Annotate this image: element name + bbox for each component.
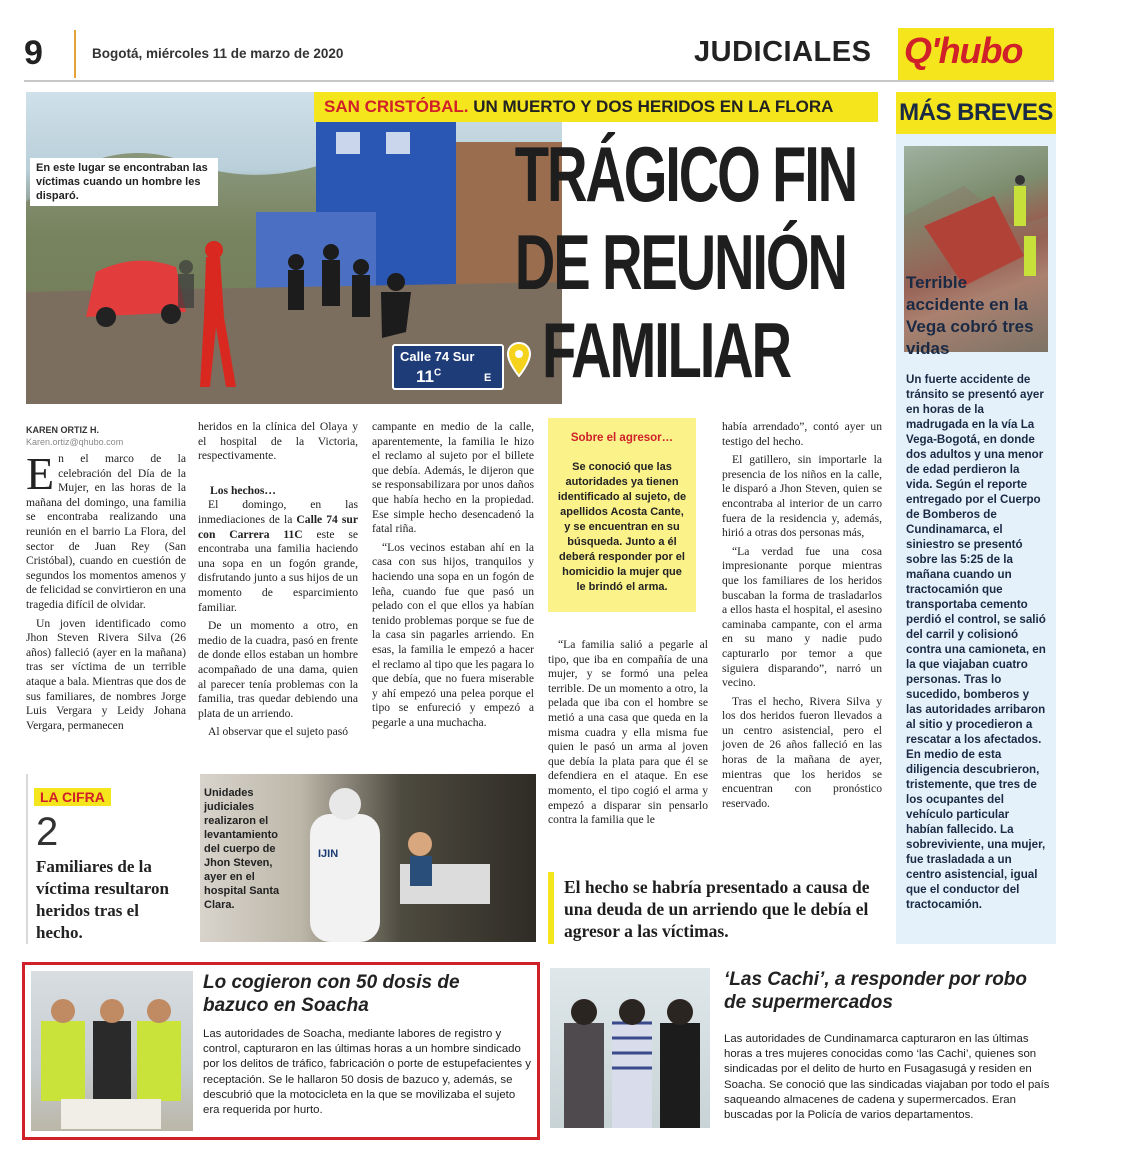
drop-cap: E: [26, 448, 55, 499]
brief-cachi-photo: [550, 968, 710, 1128]
dateline: Bogotá, miércoles 11 de marzo de 2020: [92, 46, 344, 61]
sidebar-text: Un fuerte accidente de tránsito se presentó ayer en horas de la madrugada en la vía La Vega-Bogotá, en donde dos adultos y una menor de edad perdieron la vida. Según el reporte entregado por el Cuerpo de Bomberos de Cundinamarca, el siniestro se presentó sobre las 5:25 de la mañana cuando un tractocamión que transportaba cemento perdió el control, se salió del carril y colisionó contra una camioneta, en la que viajaban cuatro personas. Tras lo sucedido, bomberos y las autoridades arribaron al sitio y procedieron a rescatar a los afectados. En medio de esta diligencia descubrieron, tristemente, que tres de los ocupantes del vehículo particular habían fallecido. La sobreviviente, una mujer, fue trasladada a un centro asistencial, igual que el conductor del tractocamión.: [906, 373, 1046, 911]
article-paragraph: Tras el hecho, Rivera Silva y los dos heridos fueron llevados a un centro asistencial, pero el joven de 26 años falleció en las horas de la mañana de ayer, mientras que los heridos se encuentran con pronóstico reservado.: [722, 694, 882, 810]
article-column-3: [372, 420, 534, 730]
article-column-4: [548, 638, 708, 828]
pull-quote-text: El hecho se habría presentado a causa de una deuda de un arriendo que le debía el agresor a las víctimas.: [564, 877, 870, 941]
photo-caption: En este lugar se encontraban las víctimas cuando un hombre les disparó.: [30, 158, 218, 206]
brief-soacha: [22, 962, 540, 1140]
forensics-photo: [200, 774, 536, 942]
article-paragraph: El domingo, en las inmediaciones de la Calle 74 sur con Carrera 11C este se encontraba una familia haciendo una sopa en un fogón grande, disfrutando junto a sus hijos de un momento de esparcimiento familiar.: [198, 498, 358, 614]
banner-description: UN MUERTO Y DOS HERIDOS EN LA FLORA: [473, 97, 834, 116]
brief-cachi-text: Las autoridades de Cundinamarca capturaron en las últimas horas a tres mujeres conocidas como ‘las Cachi’, quienes son sindicadas por el delito de hurto en Fusagasugá y residen en Soacha. Se conoció que las sindicadas viajaban por todo el país saqueando almacenes de cadena y supermercados. Eran buscadas por la Policía de varios departamentos.: [724, 1033, 1050, 1122]
photo2-caption: Unidades judiciales realizaron el levantamiento del cuerpo de Jhon Steven, ayer en el hospital Santa Clara.: [204, 787, 280, 911]
header-rule: [24, 80, 1054, 82]
agresor-box-title: Sobre el agresor…: [570, 432, 674, 444]
brief-cachi-title: ‘Las Cachi’, a responder por robo de supermercados: [724, 969, 1028, 1013]
article-paragraph: heridos en la clínica del Olaya y el hospital de la Victoria, respectivamente.: [198, 420, 358, 463]
cifra-number: 2: [36, 810, 59, 854]
suspects-illustration: [550, 968, 710, 1128]
article-subhead: Los hechos…: [210, 483, 277, 497]
headline-line-1: TRÁGICO FIN: [514, 130, 857, 218]
article-paragraph: En el marco de la celebración del Día de la Mujer, en las horas de la mañana del domingo, una familia se encontraba realizando una reunión en el barrio La Flora, del sector de Juan Rey (San Cristóbal), cuando en cuestión de segundos los momentos amenos y de felicidad se convirtieron en una tragedia difícil de olvidar.: [26, 448, 186, 611]
article-paragraph: “La familia salió a pegarle al tipo, que iba en compañía de una mujer, y se formó una pelea terrible. De un momento a otro, la pelada que iba con el hombre se metió a una casa que queda en la misma cuadra y ella misma fue quien le pasó un arma al joven que debía la plata para que él se defendiera en el ataque. En ese momento, el tipo cogió el arma y empezó a disparar sin pensarlo contra la familia que le: [548, 638, 708, 827]
article-paragraph: Al observar que el sujeto pasó: [208, 725, 349, 739]
main-headline: [514, 130, 857, 394]
article-column-1: [26, 448, 186, 733]
byline-author: KAREN ORTIZ H.: [26, 425, 99, 435]
logo-text: Q'hubo: [904, 30, 1023, 71]
article-paragraph: “Los vecinos estaban ahí en la casa con sus hijos, tranquilos y haciendo una sopa en un fogón de leña, cuando fue que pasó un pelado con el que ellos ya habían tenido problemas porque se fue de la casa sin pagarles arriendo. En esas, la familia le empezó a hacer el reclamo al tipo que les pagara lo que debía, que no fuera miserable y ahí empezó una pelea porque el tipo se enfureció y empezó a pegarle a una muchacha.: [372, 540, 534, 729]
article-paragraph: había arrendado”, contó ayer un testigo del hecho.: [722, 420, 882, 448]
article-paragraph: campante en medio de la calle, aparentemente, la familia le hizo el reclamo al sujeto por el billete que debía. Además, le dijeron que se responsabilizara por unos daños que había hecho en la propiedad. Ese simple hecho desencadenó la fatal riña.: [372, 420, 534, 536]
headline-line-2: DE REUNIÓN: [514, 218, 846, 306]
article-paragraph: El gatillero, sin importarle la presencia de los niños en la calle, le disparó a Jhon Steven, quien se encontraba al interior de un carro fuera de la residencia y, además, hirió a otras dos personas más,: [722, 453, 882, 540]
pull-quote: [548, 872, 884, 944]
sidebar-headline: Terrible accidente en la Vega cobró tres vidas: [906, 273, 1034, 358]
brief-soacha-photo: [31, 971, 193, 1131]
agresor-box: [548, 418, 696, 612]
cifra-text: Familiares de la víctima resultaron heridos tras el hecho.: [36, 857, 169, 942]
logo: [898, 28, 1054, 80]
brief-soacha-title: Lo cogieron con 50 dosis de bazuco en Soacha: [203, 972, 460, 1016]
agresor-box-text: Se conoció que las autoridades ya tienen identificado al sujeto, de apellidos Acosta Cante, y se encuentran en su búsqueda. Junto a él deberá responder por el homicidio la mujer que le brindó el arma.: [557, 461, 687, 593]
street-sign-number: $11^C$: [416, 367, 442, 386]
main-photo: [26, 92, 562, 404]
street-sign: [392, 344, 504, 390]
brief-soacha-text: Las autoridades de Soacha, mediante labores de registro y control, capturaron en las últimas horas a un hombre sindicado por los delitos de tráfico, fabricación o porte de estupefacientes y receptación. Se le hallaron 50 dosis de bazuco y, además, se descubrió que la motocicleta en la que se movilizaba el sujeto era requerida por hurto.: [203, 1028, 531, 1117]
banner-text: [324, 97, 833, 117]
headline-line-3: FAMILIAR: [542, 306, 790, 394]
article-paragraph: Un joven identificado como Jhon Steven Rivera Silva (26 años) falleció (ayer en la mañana) tras ser víctima de un terrible ataque a bala. Mientras que dos de sus familiares, de nombres Jorge Luis Vergara y Leidy Johana Vergara, permanecen: [26, 616, 186, 732]
street-sign-e: E: [484, 372, 492, 384]
brief-las-cachi: [550, 962, 1056, 1140]
sidebar-title: MÁS BREVES: [896, 92, 1056, 134]
header-divider: [74, 30, 76, 78]
byline-email: Karen.ortiz@qhubo.com: [26, 437, 124, 447]
article-column-2: [198, 420, 358, 740]
arrest-illustration: [31, 971, 193, 1131]
section-title: JUDICIALES: [694, 36, 872, 68]
banner-place: SAN CRISTÓBAL.: [324, 97, 469, 116]
article-column-5: [722, 420, 882, 811]
article-paragraph: De un momento a otro, en medio de la cuadra, pasó en frente de donde ellos estaban un hombre acompañado de una dama, quien al parecer tenía problemas con la familia, tras quedar debiendo una plata de un arriendo.: [198, 619, 358, 720]
street-sign-line1: Calle 74 Sur: [400, 349, 475, 364]
subject-banner: [314, 92, 878, 122]
page-number: 9: [24, 34, 43, 72]
cifra-label: LA CIFRA: [34, 788, 111, 806]
article-paragraph: “La verdad fue una cosa impresionante porque mientras que los familiares de los heridos buscaban la forma de trasladarlos a ellos hasta el hospital, el asesino caminaba campante, con el arma en su mano y nadie pudo capturarlo por temor a que siguiera disparando”, narró un vecino.: [722, 544, 882, 690]
vest-text: IJIN: [318, 848, 339, 860]
cifra-box: [26, 774, 192, 944]
sidebar: [896, 92, 1056, 944]
page-header: [0, 0, 1122, 82]
